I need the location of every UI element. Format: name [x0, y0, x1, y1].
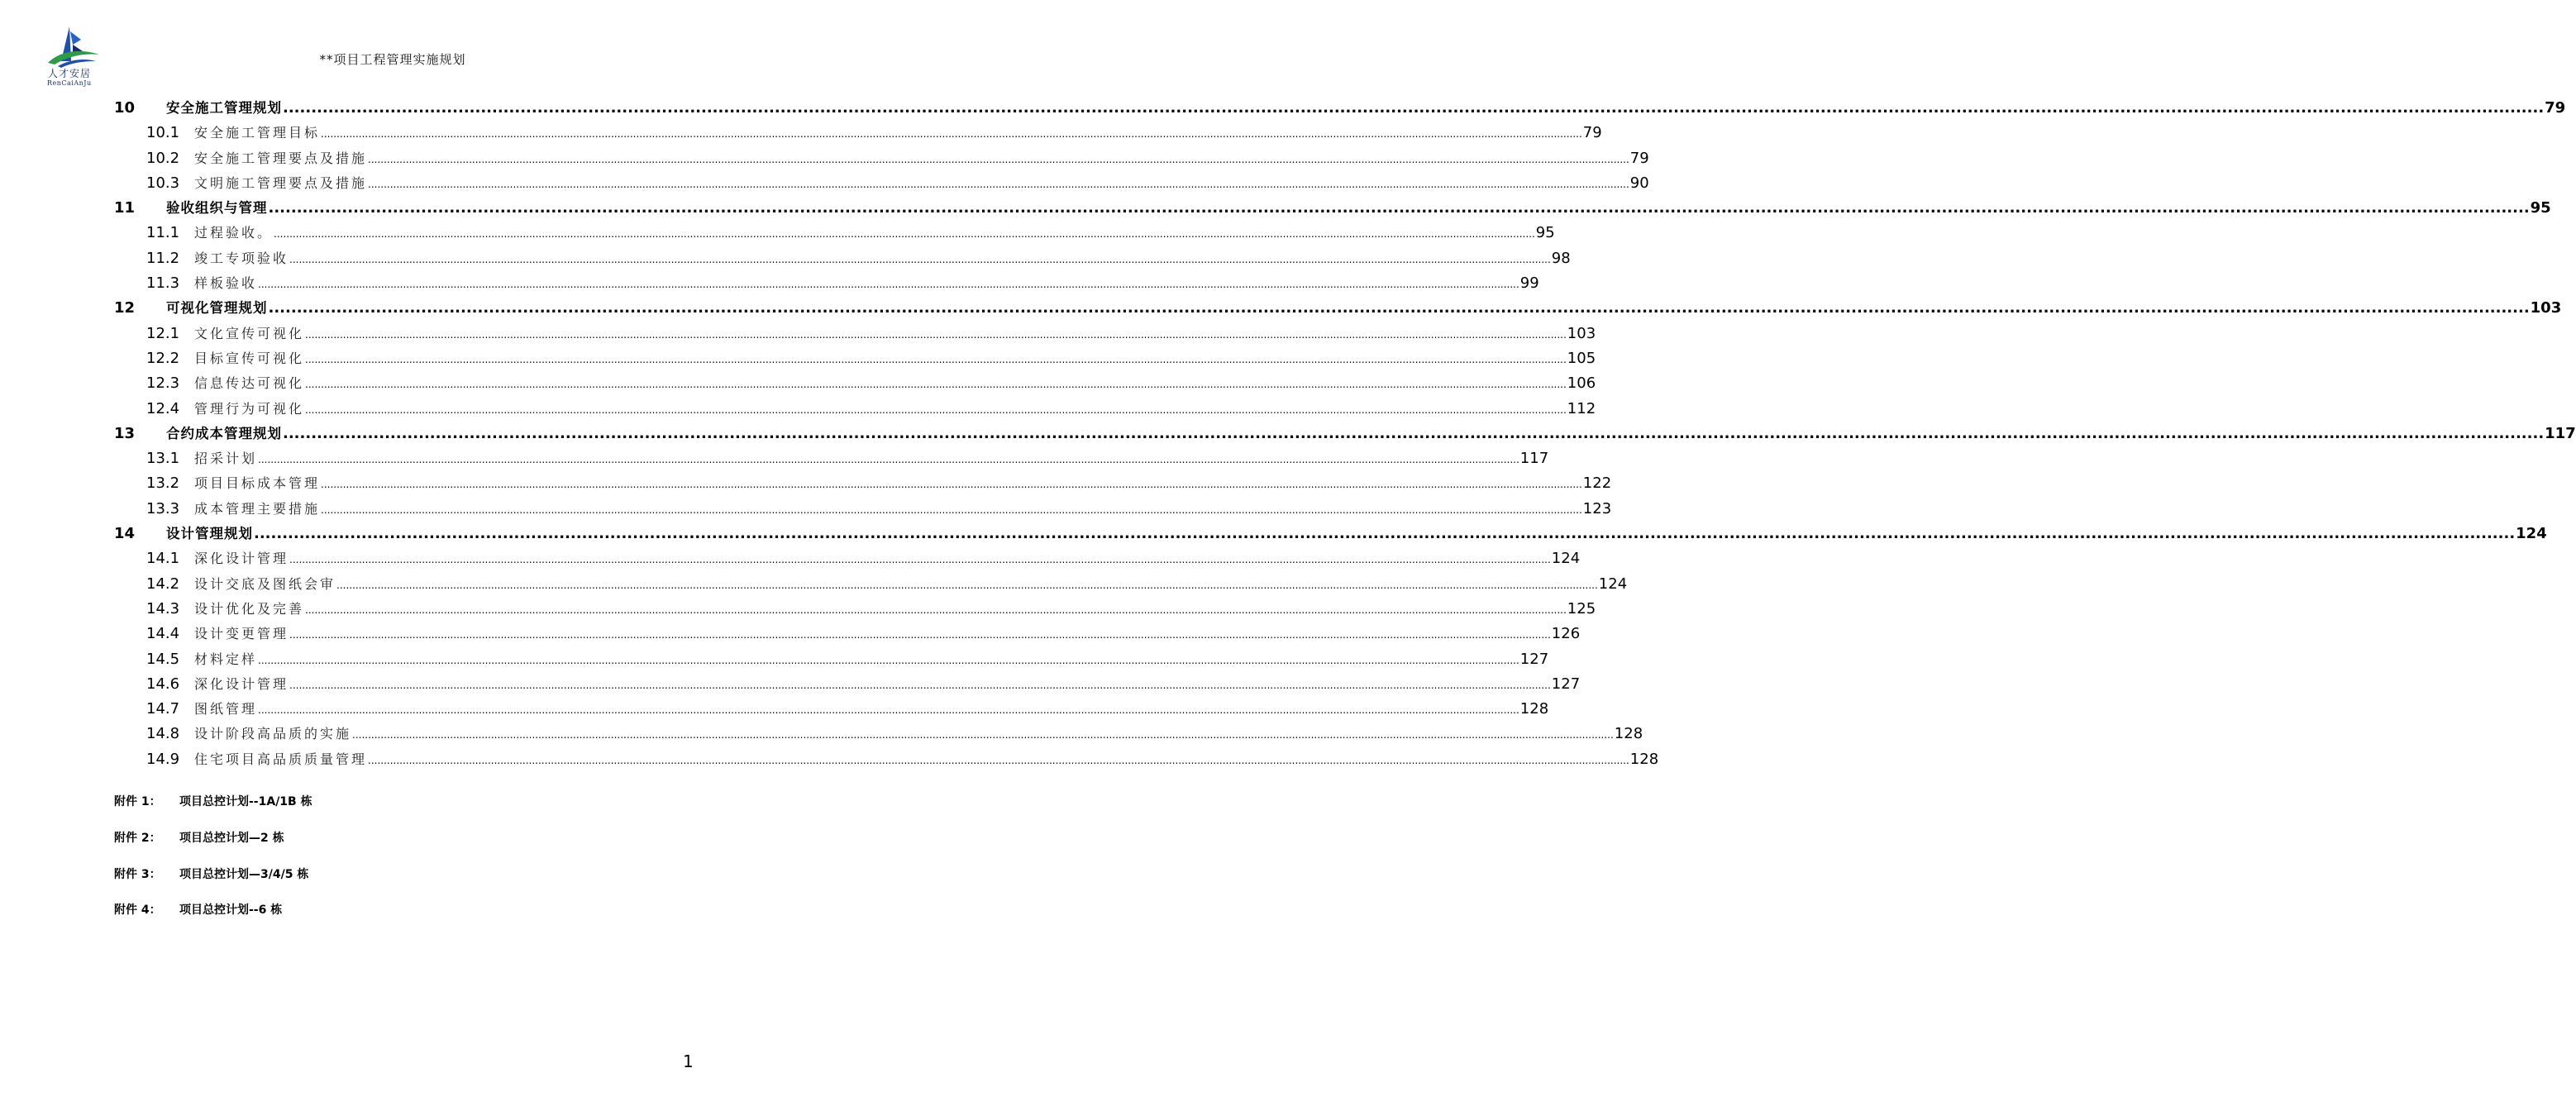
toc-dot-leader: ................................................................................................................................................................................................................................................................................................................................................................................................................ — [305, 603, 1567, 616]
toc-entry-number: 14.8 — [146, 725, 180, 743]
document-header-title: **项目工程管理实施规划 — [319, 52, 466, 67]
toc-entry-title: 验收组织与管理 — [166, 200, 268, 217]
toc-entry-number: 10.3 — [146, 174, 180, 192]
toc-entry-title: 成本管理主要措施 — [194, 500, 321, 517]
toc-entry-title: 设计交底及图纸会审 — [194, 575, 336, 592]
attachment-list — [114, 792, 312, 937]
toc-entry-page: 79 — [1629, 149, 1649, 167]
toc-entry-title: 目标宣传可视化 — [194, 350, 305, 366]
toc-dot-leader: ................................................................................................................................................................................................................................................................................................................................................................................................................ — [321, 503, 1582, 516]
toc-entry-title: 文化宣传可视化 — [194, 325, 305, 341]
toc-section-entry[interactable] — [114, 622, 1581, 646]
toc-entry-title: 图纸管理 — [194, 701, 258, 718]
toc-section-entry[interactable] — [114, 546, 1581, 571]
toc-dot-leader: ................................................................................................................................................................................................................................................................................................................................................................................................................ — [268, 299, 2530, 317]
toc-entry-page: 128 — [1629, 750, 1659, 768]
toc-entry-title: 设计管理规划 — [166, 526, 253, 542]
toc-entry-title: 竣工专项验收 — [194, 250, 289, 266]
toc-chapter-entry[interactable] — [114, 296, 2562, 321]
toc-entry-page: 126 — [1551, 625, 1581, 643]
toc-section-entry[interactable] — [114, 171, 1649, 196]
toc-section-entry[interactable] — [114, 672, 1581, 697]
toc-dot-leader: ................................................................................................................................................................................................................................................................................................................................................................................................................ — [289, 253, 1551, 265]
toc-entry-page: 124 — [2516, 525, 2547, 543]
attachment-item — [114, 828, 312, 865]
toc-dot-leader: ................................................................................................................................................................................................................................................................................................................................................................................................................ — [258, 279, 1519, 291]
toc-entry-page: 125 — [1567, 599, 1596, 617]
toc-entry-page: 122 — [1582, 474, 1612, 493]
toc-section-entry[interactable] — [114, 121, 1602, 145]
toc-entry-title: 合约成本管理规划 — [166, 425, 282, 441]
toc-entry-number: 10 — [114, 99, 136, 117]
toc-dot-leader: ................................................................................................................................................................................................................................................................................................................................................................................................................ — [305, 379, 1567, 391]
toc-entry-title: 设计优化及完善 — [194, 600, 305, 617]
toc-entry-page: 105 — [1567, 349, 1596, 367]
toc-entry-number: 13.3 — [146, 499, 180, 517]
toc-dot-leader: ................................................................................................................................................................................................................................................................................................................................................................................................................ — [305, 353, 1567, 365]
toc-entry-title: 过程验收。 — [194, 225, 274, 241]
toc-section-entry[interactable] — [114, 722, 1643, 746]
toc-chapter-entry[interactable] — [114, 422, 2576, 446]
attachment-title: 项目总控计划--1A/1B 栋 — [179, 795, 312, 808]
toc-entry-page: 123 — [1582, 499, 1612, 517]
toc-dot-leader: ................................................................................................................................................................................................................................................................................................................................................................................................................ — [321, 128, 1582, 141]
toc-entry-title: 深化设计管理 — [194, 551, 289, 567]
toc-entry-title: 项目目标成本管理 — [194, 475, 321, 492]
toc-entry-number: 14.3 — [146, 599, 180, 617]
toc-entry-number: 14.9 — [146, 750, 180, 768]
toc-entry-number: 14.7 — [146, 700, 180, 718]
toc-section-entry[interactable] — [114, 146, 1649, 171]
toc-entry-title: 文明施工管理要点及措施 — [194, 174, 368, 191]
toc-dot-leader: ................................................................................................................................................................................................................................................................................................................................................................................................................ — [258, 704, 1519, 717]
toc-entry-number: 14.6 — [146, 675, 180, 693]
toc-dot-leader: ................................................................................................................................................................................................................................................................................................................................................................................................................ — [368, 153, 1629, 165]
toc-section-entry[interactable] — [114, 322, 1596, 346]
toc-entry-page: 95 — [2530, 199, 2551, 217]
toc-entry-number: 13.2 — [146, 474, 180, 493]
toc-entry-title: 信息传达可视化 — [194, 375, 305, 392]
toc-entry-title: 安全施工管理要点及措施 — [194, 150, 368, 166]
attachment-label: 附件 3： — [114, 867, 161, 881]
toc-entry-page: 90 — [1629, 174, 1649, 192]
toc-section-entry[interactable] — [114, 446, 1549, 471]
attachment-item — [114, 792, 312, 828]
toc-entry-number: 13 — [114, 424, 136, 442]
toc-entry-page: 98 — [1551, 249, 1571, 267]
toc-entry-title: 深化设计管理 — [194, 675, 289, 692]
toc-chapter-entry[interactable] — [114, 196, 2551, 221]
toc-dot-leader: ................................................................................................................................................................................................................................................................................................................................................................................................................ — [289, 679, 1551, 691]
toc-entry-page: 128 — [1614, 725, 1643, 743]
toc-dot-leader: ................................................................................................................................................................................................................................................................................................................................................................................................................ — [258, 454, 1519, 466]
toc-entry-page: 79 — [2545, 99, 2566, 117]
toc-entry-page: 95 — [1535, 224, 1555, 242]
toc-dot-leader: ................................................................................................................................................................................................................................................................................................................................................................................................................ — [289, 554, 1551, 566]
toc-section-entry[interactable] — [114, 697, 1549, 722]
toc-entry-number: 11.1 — [146, 224, 180, 242]
toc-section-entry[interactable] — [114, 647, 1549, 672]
toc-dot-leader: ................................................................................................................................................................................................................................................................................................................................................................................................................ — [368, 178, 1629, 190]
toc-entry-number: 10.1 — [146, 124, 180, 142]
toc-dot-leader: ................................................................................................................................................................................................................................................................................................................................................................................................................ — [289, 629, 1551, 641]
toc-dot-leader: ................................................................................................................................................................................................................................................................................................................................................................................................................ — [258, 654, 1519, 666]
table-of-contents — [114, 96, 2576, 772]
toc-entry-number: 12.3 — [146, 374, 180, 393]
logo-english-text: RenCaiAnJu — [47, 79, 92, 87]
toc-section-entry[interactable] — [114, 246, 1571, 271]
attachment-title: 项目总控计划—2 栋 — [179, 831, 284, 845]
toc-entry-title: 招采计划 — [194, 451, 258, 467]
toc-entry-number: 12.2 — [146, 349, 180, 367]
toc-entry-title: 材料定样 — [194, 651, 258, 667]
toc-entry-number: 11 — [114, 199, 136, 217]
attachment-title: 项目总控计划--6 栋 — [179, 904, 283, 918]
toc-entry-number: 12.1 — [146, 324, 180, 342]
toc-section-entry[interactable] — [114, 471, 1612, 496]
toc-section-entry[interactable] — [114, 346, 1596, 371]
toc-chapter-entry[interactable] — [114, 96, 2566, 121]
attachment-item — [114, 865, 312, 901]
toc-entry-title: 管理行为可视化 — [194, 400, 305, 417]
toc-section-entry[interactable] — [114, 747, 1659, 772]
toc-entry-page: 127 — [1551, 675, 1581, 693]
toc-dot-leader: ................................................................................................................................................................................................................................................................................................................................................................................................................ — [321, 479, 1582, 491]
toc-section-entry[interactable] — [114, 597, 1596, 622]
toc-entry-page: 106 — [1567, 374, 1596, 393]
attachment-label: 附件 4： — [114, 904, 161, 918]
toc-entry-number: 12 — [114, 299, 136, 317]
toc-dot-leader: ................................................................................................................................................................................................................................................................................................................................................................................................................ — [368, 754, 1629, 766]
toc-dot-leader: ................................................................................................................................................................................................................................................................................................................................................................................................................ — [336, 579, 1598, 591]
toc-entry-page: 127 — [1519, 650, 1549, 668]
toc-entry-title: 可视化管理规划 — [166, 300, 268, 317]
toc-chapter-entry[interactable] — [114, 522, 2547, 546]
toc-section-entry[interactable] — [114, 371, 1596, 396]
toc-entry-number: 10.2 — [146, 149, 180, 167]
toc-entry-number: 13.1 — [146, 450, 180, 468]
toc-entry-page: 79 — [1582, 124, 1602, 142]
attachment-label: 附件 1： — [114, 795, 161, 808]
toc-entry-page: 103 — [1567, 324, 1596, 342]
toc-entry-number: 14.2 — [146, 575, 180, 593]
toc-entry-number: 11.2 — [146, 249, 180, 267]
toc-dot-leader: ................................................................................................................................................................................................................................................................................................................................................................................................................ — [305, 328, 1567, 341]
toc-entry-number: 12.4 — [146, 399, 180, 417]
toc-entry-title: 安全施工管理目标 — [194, 125, 321, 141]
toc-entry-page: 124 — [1598, 575, 1628, 593]
toc-dot-leader: ................................................................................................................................................................................................................................................................................................................................................................................................................ — [283, 424, 2545, 442]
toc-entry-title: 安全施工管理规划 — [166, 100, 282, 116]
toc-dot-leader: ................................................................................................................................................................................................................................................................................................................................................................................................................ — [254, 525, 2516, 543]
toc-entry-number: 14 — [114, 525, 136, 543]
toc-section-entry[interactable] — [114, 497, 1612, 522]
toc-dot-leader: ................................................................................................................................................................................................................................................................................................................................................................................................................ — [283, 99, 2545, 117]
toc-section-entry[interactable] — [114, 271, 1539, 296]
attachment-label: 附件 2： — [114, 831, 161, 845]
toc-entry-page: 124 — [1551, 550, 1581, 568]
toc-section-entry[interactable] — [114, 221, 1555, 246]
attachment-title: 项目总控计划—3/4/5 栋 — [179, 867, 309, 881]
toc-entry-title: 样板验收 — [194, 275, 258, 292]
toc-entry-title: 住宅项目高品质质量管理 — [194, 751, 368, 767]
toc-entry-number: 14.4 — [146, 625, 180, 643]
toc-dot-leader: ................................................................................................................................................................................................................................................................................................................................................................................................................ — [352, 729, 1614, 741]
toc-dot-leader: ................................................................................................................................................................................................................................................................................................................................................................................................................ — [274, 228, 1535, 241]
toc-entry-number: 14.1 — [146, 550, 180, 568]
toc-entry-title: 设计阶段高品质的实施 — [194, 726, 352, 742]
toc-section-entry[interactable] — [114, 572, 1628, 597]
toc-entry-page: 117 — [1519, 450, 1549, 468]
logo-chinese-text: 人才安居 — [48, 68, 92, 79]
page-number: 1 — [683, 1051, 694, 1071]
toc-entry-title: 设计变更管理 — [194, 626, 289, 642]
toc-entry-page: 117 — [2545, 424, 2576, 442]
toc-entry-page: 103 — [2530, 299, 2562, 317]
toc-entry-page: 99 — [1519, 274, 1539, 293]
toc-section-entry[interactable] — [114, 397, 1596, 422]
attachment-item — [114, 900, 312, 937]
toc-entry-page: 128 — [1519, 700, 1549, 718]
toc-dot-leader: ................................................................................................................................................................................................................................................................................................................................................................................................................ — [305, 403, 1567, 416]
toc-dot-leader: ................................................................................................................................................................................................................................................................................................................................................................................................................ — [268, 199, 2530, 217]
toc-entry-number: 14.5 — [146, 650, 180, 668]
toc-entry-number: 11.3 — [146, 274, 180, 293]
toc-entry-page: 112 — [1567, 399, 1596, 417]
